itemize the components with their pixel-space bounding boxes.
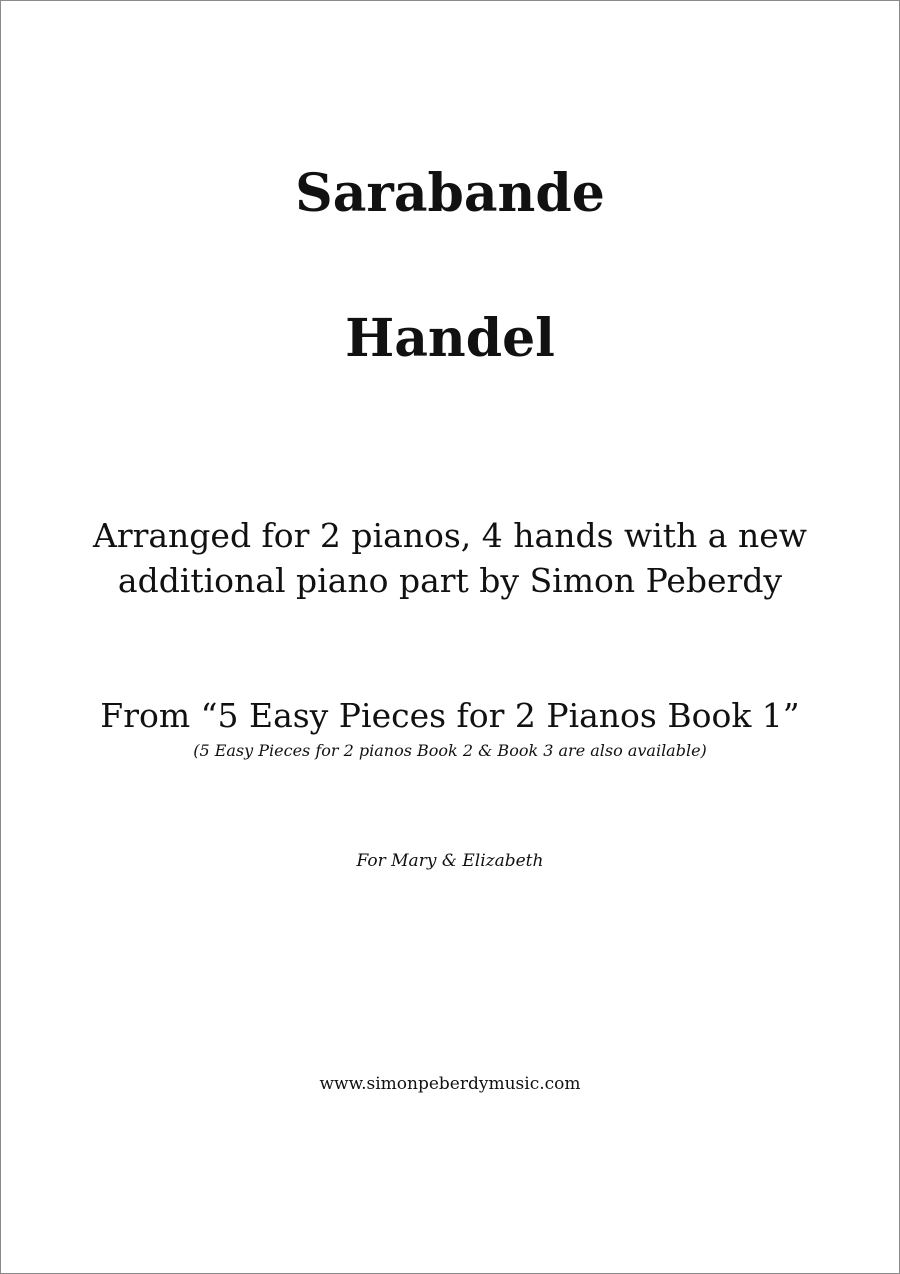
availability-note: (5 Easy Pieces for 2 pianos Book 2 & Book 3 are also available) [193, 741, 707, 760]
arrangement-line-1: Arranged for 2 pianos, 4 hands with a new [92, 516, 807, 555]
dedication: For Mary & Elizabeth [356, 851, 544, 871]
piece-title: Sarabande [295, 163, 605, 224]
composer-name: Handel [345, 308, 555, 369]
website-url: www.simonpeberdymusic.com [319, 1074, 581, 1094]
arrangement-line-2: additional piano part by Simon Peberdy [117, 561, 783, 600]
collection-title: From “5 Easy Pieces for 2 Pianos Book 1” [100, 696, 800, 735]
